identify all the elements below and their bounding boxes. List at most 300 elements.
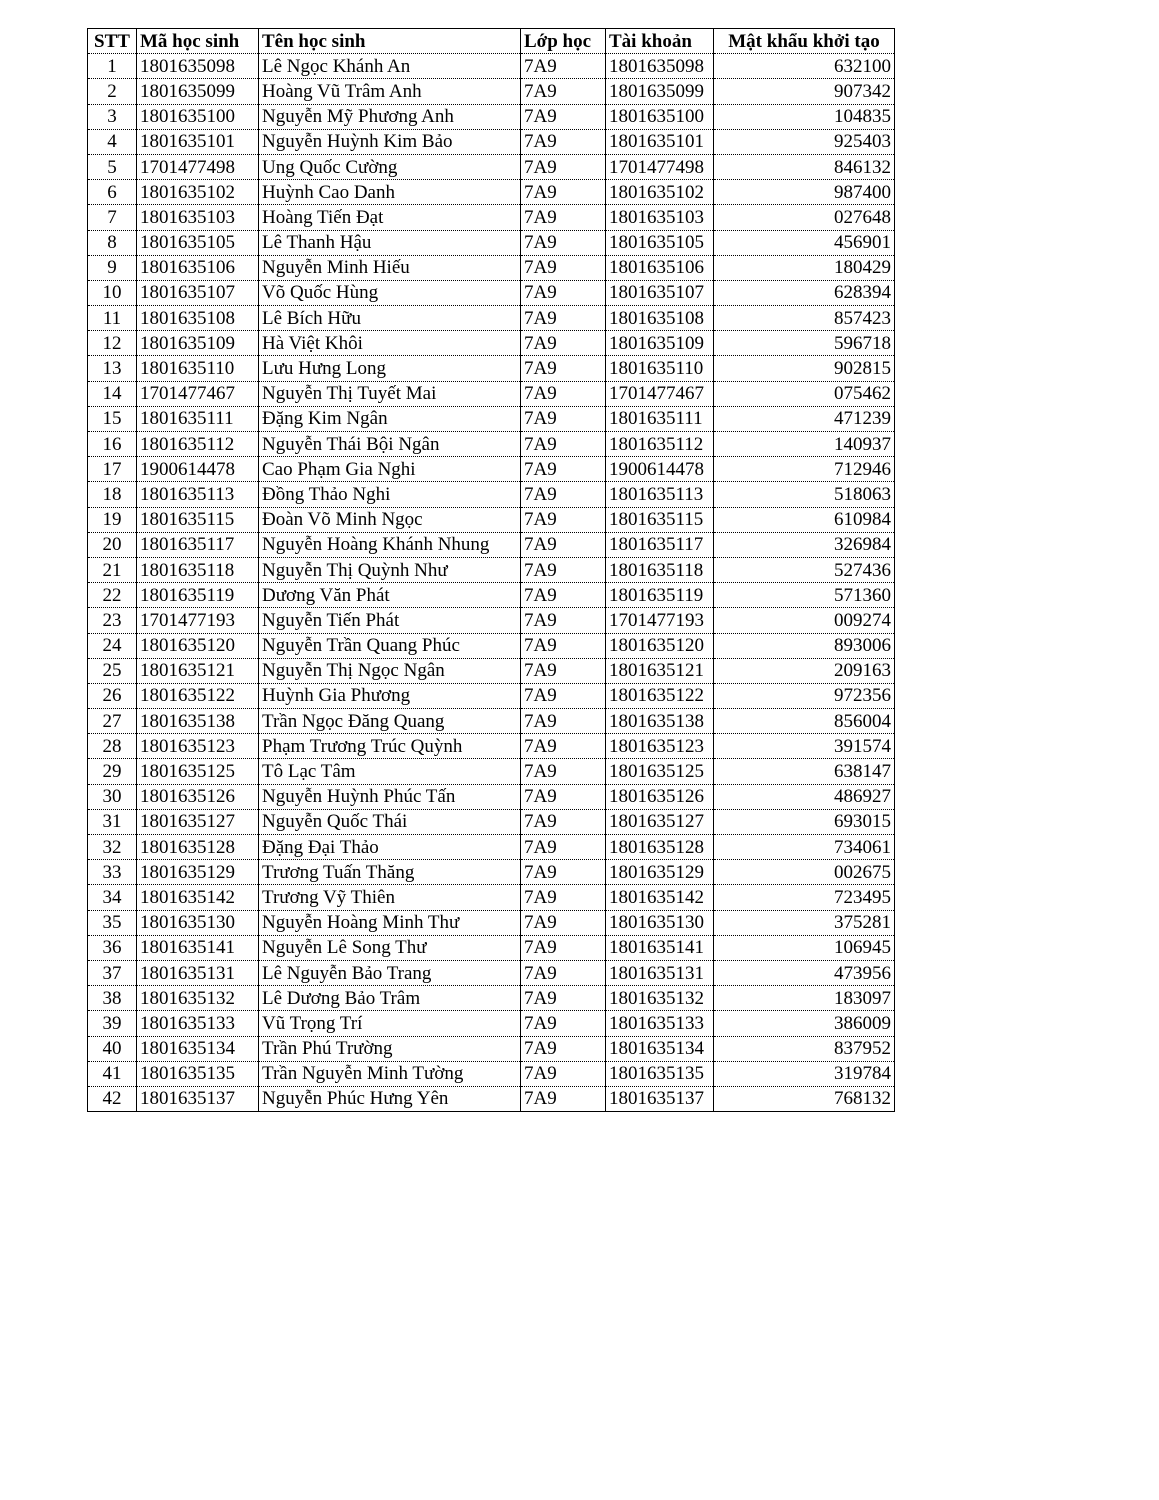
cell-account: 1801635120 (606, 633, 714, 658)
cell-stt: 8 (88, 230, 137, 255)
cell-account: 1801635133 (606, 1011, 714, 1036)
cell-stt: 36 (88, 935, 137, 960)
cell-account: 1801635132 (606, 986, 714, 1011)
cell-student-code: 1900614478 (137, 457, 259, 482)
cell-stt: 1 (88, 54, 137, 79)
cell-student-name: Cao Phạm Gia Nghi (259, 457, 521, 482)
cell-account: 1801635117 (606, 532, 714, 557)
cell-stt: 31 (88, 809, 137, 834)
table-row (88, 633, 895, 658)
cell-student-name: Đồng Thảo Nghi (259, 482, 521, 507)
cell-student-code: 1801635132 (137, 986, 259, 1011)
cell-account: 1801635134 (606, 1036, 714, 1061)
cell-initial-password: 596718 (714, 331, 895, 356)
table-row (88, 885, 895, 910)
table-row (88, 406, 895, 431)
cell-student-code: 1801635110 (137, 356, 259, 381)
cell-account: 1900614478 (606, 457, 714, 482)
cell-initial-password: 628394 (714, 280, 895, 305)
cell-student-name: Nguyễn Minh Hiếu (259, 255, 521, 280)
cell-class: 7A9 (521, 1036, 606, 1061)
cell-stt: 18 (88, 482, 137, 507)
cell-class: 7A9 (521, 557, 606, 582)
cell-student-code: 1801635120 (137, 633, 259, 658)
cell-initial-password: 856004 (714, 709, 895, 734)
cell-initial-password: 002675 (714, 860, 895, 885)
table-row (88, 1086, 895, 1111)
cell-account: 1801635142 (606, 885, 714, 910)
cell-student-code: 1801635108 (137, 306, 259, 331)
table-row (88, 154, 895, 179)
header-initial-password: Mật khẩu khởi tạo (714, 29, 895, 54)
cell-account: 1801635100 (606, 104, 714, 129)
cell-stt: 10 (88, 280, 137, 305)
cell-student-code: 1701477467 (137, 381, 259, 406)
cell-stt: 34 (88, 885, 137, 910)
cell-class: 7A9 (521, 532, 606, 557)
cell-class: 7A9 (521, 79, 606, 104)
cell-student-name: Nguyễn Huỳnh Phúc Tấn (259, 784, 521, 809)
table-row (88, 129, 895, 154)
cell-initial-password: 987400 (714, 180, 895, 205)
cell-stt: 35 (88, 910, 137, 935)
cell-student-name: Trần Phú Trường (259, 1036, 521, 1061)
cell-student-name: Lưu Hưng Long (259, 356, 521, 381)
cell-student-code: 1801635122 (137, 683, 259, 708)
cell-student-name: Nguyễn Lê Song Thư (259, 935, 521, 960)
cell-initial-password: 183097 (714, 986, 895, 1011)
table-row (88, 608, 895, 633)
table-row (88, 507, 895, 532)
cell-student-code: 1801635112 (137, 432, 259, 457)
cell-class: 7A9 (521, 960, 606, 985)
cell-student-code: 1801635106 (137, 255, 259, 280)
cell-account: 1801635105 (606, 230, 714, 255)
cell-initial-password: 571360 (714, 583, 895, 608)
cell-stt: 28 (88, 734, 137, 759)
cell-student-code: 1801635103 (137, 205, 259, 230)
cell-account: 1801635141 (606, 935, 714, 960)
cell-student-name: Hà Việt Khôi (259, 331, 521, 356)
cell-initial-password: 075462 (714, 381, 895, 406)
cell-stt: 20 (88, 532, 137, 557)
cell-student-name: Huỳnh Cao Danh (259, 180, 521, 205)
cell-account: 1801635108 (606, 306, 714, 331)
cell-class: 7A9 (521, 205, 606, 230)
cell-account: 1701477498 (606, 154, 714, 179)
cell-account: 1801635102 (606, 180, 714, 205)
cell-stt: 2 (88, 79, 137, 104)
cell-stt: 26 (88, 683, 137, 708)
cell-class: 7A9 (521, 809, 606, 834)
cell-student-code: 1701477498 (137, 154, 259, 179)
cell-student-name: Hoàng Tiến Đạt (259, 205, 521, 230)
table-body (88, 54, 895, 1112)
cell-student-name: Nguyễn Quốc Thái (259, 809, 521, 834)
cell-student-name: Đặng Đại Thảo (259, 835, 521, 860)
cell-account: 1701477193 (606, 608, 714, 633)
cell-initial-password: 972356 (714, 683, 895, 708)
cell-class: 7A9 (521, 1011, 606, 1036)
cell-initial-password: 471239 (714, 406, 895, 431)
cell-stt: 3 (88, 104, 137, 129)
table-row (88, 658, 895, 683)
cell-class: 7A9 (521, 381, 606, 406)
cell-initial-password: 734061 (714, 835, 895, 860)
cell-account: 1801635099 (606, 79, 714, 104)
cell-student-code: 1801635098 (137, 54, 259, 79)
table-row (88, 683, 895, 708)
table-row (88, 734, 895, 759)
cell-stt: 38 (88, 986, 137, 1011)
table-row (88, 457, 895, 482)
cell-initial-password: 473956 (714, 960, 895, 985)
cell-class: 7A9 (521, 129, 606, 154)
cell-stt: 33 (88, 860, 137, 885)
cell-class: 7A9 (521, 104, 606, 129)
cell-stt: 23 (88, 608, 137, 633)
cell-student-code: 1801635105 (137, 230, 259, 255)
cell-class: 7A9 (521, 432, 606, 457)
table-row (88, 784, 895, 809)
cell-class: 7A9 (521, 280, 606, 305)
cell-account: 1701477467 (606, 381, 714, 406)
table-row (88, 306, 895, 331)
cell-student-code: 1801635133 (137, 1011, 259, 1036)
table-row (88, 205, 895, 230)
cell-student-code: 1801635117 (137, 532, 259, 557)
cell-student-code: 1801635142 (137, 885, 259, 910)
table-row (88, 79, 895, 104)
cell-account: 1801635101 (606, 129, 714, 154)
cell-account: 1801635115 (606, 507, 714, 532)
cell-account: 1801635130 (606, 910, 714, 935)
table-row (88, 910, 895, 935)
table-row (88, 809, 895, 834)
cell-initial-password: 846132 (714, 154, 895, 179)
cell-class: 7A9 (521, 230, 606, 255)
table-row (88, 532, 895, 557)
cell-account: 1801635111 (606, 406, 714, 431)
cell-stt: 7 (88, 205, 137, 230)
cell-student-code: 1801635129 (137, 860, 259, 885)
cell-account: 1801635131 (606, 960, 714, 985)
cell-initial-password: 486927 (714, 784, 895, 809)
cell-initial-password: 925403 (714, 129, 895, 154)
cell-initial-password: 902815 (714, 356, 895, 381)
cell-class: 7A9 (521, 482, 606, 507)
table-row (88, 835, 895, 860)
table-row (88, 1061, 895, 1086)
cell-student-name: Nguyễn Tiến Phát (259, 608, 521, 633)
cell-initial-password: 009274 (714, 608, 895, 633)
cell-stt: 37 (88, 960, 137, 985)
cell-class: 7A9 (521, 255, 606, 280)
table-row (88, 255, 895, 280)
table-row (88, 482, 895, 507)
table-row (88, 935, 895, 960)
cell-student-name: Lê Thanh Hậu (259, 230, 521, 255)
cell-class: 7A9 (521, 683, 606, 708)
table-row (88, 280, 895, 305)
cell-initial-password: 632100 (714, 54, 895, 79)
cell-student-name: Vũ Trọng Trí (259, 1011, 521, 1036)
cell-class: 7A9 (521, 885, 606, 910)
cell-stt: 9 (88, 255, 137, 280)
header-class: Lớp học (521, 29, 606, 54)
cell-initial-password: 140937 (714, 432, 895, 457)
cell-initial-password: 723495 (714, 885, 895, 910)
cell-student-name: Nguyễn Hoàng Minh Thư (259, 910, 521, 935)
table-row (88, 230, 895, 255)
cell-class: 7A9 (521, 935, 606, 960)
table-row (88, 1036, 895, 1061)
cell-initial-password: 837952 (714, 1036, 895, 1061)
cell-class: 7A9 (521, 1086, 606, 1111)
cell-initial-password: 638147 (714, 759, 895, 784)
cell-account: 1801635103 (606, 205, 714, 230)
cell-student-name: Võ Quốc Hùng (259, 280, 521, 305)
table-row (88, 356, 895, 381)
cell-stt: 21 (88, 557, 137, 582)
cell-account: 1801635128 (606, 835, 714, 860)
cell-student-code: 1801635119 (137, 583, 259, 608)
cell-stt: 12 (88, 331, 137, 356)
cell-stt: 30 (88, 784, 137, 809)
cell-class: 7A9 (521, 734, 606, 759)
cell-stt: 22 (88, 583, 137, 608)
cell-account: 1801635137 (606, 1086, 714, 1111)
cell-class: 7A9 (521, 986, 606, 1011)
cell-student-code: 1801635115 (137, 507, 259, 532)
cell-class: 7A9 (521, 860, 606, 885)
cell-student-code: 1701477193 (137, 608, 259, 633)
cell-student-code: 1801635099 (137, 79, 259, 104)
header-student-code: Mã học sinh (137, 29, 259, 54)
cell-student-code: 1801635126 (137, 784, 259, 809)
cell-initial-password: 907342 (714, 79, 895, 104)
cell-stt: 6 (88, 180, 137, 205)
table-row (88, 759, 895, 784)
cell-initial-password: 209163 (714, 658, 895, 683)
cell-initial-password: 857423 (714, 306, 895, 331)
cell-account: 1801635109 (606, 331, 714, 356)
cell-stt: 40 (88, 1036, 137, 1061)
cell-account: 1801635112 (606, 432, 714, 457)
cell-class: 7A9 (521, 910, 606, 935)
cell-student-name: Lê Dương Bảo Trâm (259, 986, 521, 1011)
cell-initial-password: 768132 (714, 1086, 895, 1111)
cell-student-code: 1801635137 (137, 1086, 259, 1111)
cell-student-name: Ung Quốc Cường (259, 154, 521, 179)
cell-class: 7A9 (521, 507, 606, 532)
cell-stt: 19 (88, 507, 137, 532)
cell-initial-password: 319784 (714, 1061, 895, 1086)
cell-initial-password: 386009 (714, 1011, 895, 1036)
cell-account: 1801635107 (606, 280, 714, 305)
cell-student-name: Trương Tuấn Thăng (259, 860, 521, 885)
cell-student-name: Lê Bích Hữu (259, 306, 521, 331)
cell-student-code: 1801635118 (137, 557, 259, 582)
cell-student-code: 1801635138 (137, 709, 259, 734)
cell-initial-password: 456901 (714, 230, 895, 255)
cell-initial-password: 104835 (714, 104, 895, 129)
cell-stt: 25 (88, 658, 137, 683)
cell-stt: 41 (88, 1061, 137, 1086)
cell-account: 1801635122 (606, 683, 714, 708)
cell-student-name: Nguyễn Thái Bội Ngân (259, 432, 521, 457)
table-row (88, 960, 895, 985)
cell-account: 1801635129 (606, 860, 714, 885)
table-header-row (88, 29, 895, 54)
cell-class: 7A9 (521, 835, 606, 860)
cell-student-name: Nguyễn Phúc Hưng Yên (259, 1086, 521, 1111)
cell-student-code: 1801635135 (137, 1061, 259, 1086)
cell-stt: 15 (88, 406, 137, 431)
table-row (88, 583, 895, 608)
cell-student-code: 1801635131 (137, 960, 259, 985)
table-row (88, 331, 895, 356)
cell-student-name: Trần Ngọc Đăng Quang (259, 709, 521, 734)
cell-student-code: 1801635111 (137, 406, 259, 431)
cell-class: 7A9 (521, 54, 606, 79)
table-row (88, 180, 895, 205)
table-row (88, 557, 895, 582)
cell-stt: 39 (88, 1011, 137, 1036)
cell-account: 1801635127 (606, 809, 714, 834)
cell-class: 7A9 (521, 1061, 606, 1086)
cell-class: 7A9 (521, 406, 606, 431)
cell-stt: 29 (88, 759, 137, 784)
cell-stt: 42 (88, 1086, 137, 1111)
table-row (88, 986, 895, 1011)
cell-stt: 13 (88, 356, 137, 381)
cell-class: 7A9 (521, 457, 606, 482)
cell-student-name: Nguyễn Trần Quang Phúc (259, 633, 521, 658)
cell-initial-password: 375281 (714, 910, 895, 935)
cell-student-name: Hoàng Vũ Trâm Anh (259, 79, 521, 104)
cell-stt: 32 (88, 835, 137, 860)
cell-student-name: Tô Lạc Tâm (259, 759, 521, 784)
cell-account: 1801635125 (606, 759, 714, 784)
cell-initial-password: 518063 (714, 482, 895, 507)
table-row (88, 381, 895, 406)
cell-account: 1801635121 (606, 658, 714, 683)
cell-student-code: 1801635123 (137, 734, 259, 759)
cell-account: 1801635123 (606, 734, 714, 759)
cell-student-code: 1801635128 (137, 835, 259, 860)
cell-account: 1801635113 (606, 482, 714, 507)
cell-student-name: Phạm Trương Trúc Quỳnh (259, 734, 521, 759)
header-student-name: Tên học sinh (259, 29, 521, 54)
cell-stt: 4 (88, 129, 137, 154)
cell-account: 1801635110 (606, 356, 714, 381)
cell-account: 1801635138 (606, 709, 714, 734)
cell-student-name: Lê Nguyễn Bảo Trang (259, 960, 521, 985)
table-row (88, 860, 895, 885)
cell-student-name: Nguyễn Mỹ Phương Anh (259, 104, 521, 129)
cell-student-name: Nguyễn Thị Ngọc Ngân (259, 658, 521, 683)
cell-class: 7A9 (521, 356, 606, 381)
cell-stt: 16 (88, 432, 137, 457)
cell-student-code: 1801635130 (137, 910, 259, 935)
cell-initial-password: 180429 (714, 255, 895, 280)
cell-initial-password: 391574 (714, 734, 895, 759)
cell-class: 7A9 (521, 306, 606, 331)
cell-student-code: 1801635125 (137, 759, 259, 784)
cell-account: 1801635118 (606, 557, 714, 582)
cell-student-name: Đoàn Võ Minh Ngọc (259, 507, 521, 532)
cell-student-code: 1801635134 (137, 1036, 259, 1061)
cell-initial-password: 693015 (714, 809, 895, 834)
cell-class: 7A9 (521, 331, 606, 356)
cell-student-name: Dương Văn Phát (259, 583, 521, 608)
table-row (88, 709, 895, 734)
cell-student-name: Lê Ngọc Khánh An (259, 54, 521, 79)
cell-student-code: 1801635141 (137, 935, 259, 960)
cell-student-code: 1801635109 (137, 331, 259, 356)
cell-student-code: 1801635101 (137, 129, 259, 154)
cell-initial-password: 712946 (714, 457, 895, 482)
cell-initial-password: 893006 (714, 633, 895, 658)
cell-student-name: Nguyễn Huỳnh Kim Bảo (259, 129, 521, 154)
cell-initial-password: 527436 (714, 557, 895, 582)
header-stt: STT (88, 29, 137, 54)
cell-class: 7A9 (521, 633, 606, 658)
cell-student-code: 1801635107 (137, 280, 259, 305)
cell-stt: 5 (88, 154, 137, 179)
cell-class: 7A9 (521, 180, 606, 205)
cell-account: 1801635098 (606, 54, 714, 79)
table-row (88, 432, 895, 457)
cell-student-name: Nguyễn Thị Tuyết Mai (259, 381, 521, 406)
cell-class: 7A9 (521, 608, 606, 633)
cell-initial-password: 326984 (714, 532, 895, 557)
cell-initial-password: 106945 (714, 935, 895, 960)
table-row (88, 1011, 895, 1036)
table-row (88, 104, 895, 129)
cell-stt: 27 (88, 709, 137, 734)
cell-class: 7A9 (521, 154, 606, 179)
cell-student-name: Nguyễn Hoàng Khánh Nhung (259, 532, 521, 557)
cell-stt: 17 (88, 457, 137, 482)
cell-class: 7A9 (521, 583, 606, 608)
cell-class: 7A9 (521, 658, 606, 683)
cell-student-code: 1801635113 (137, 482, 259, 507)
cell-student-name: Trương Vỹ Thiên (259, 885, 521, 910)
header-account: Tài khoản (606, 29, 714, 54)
cell-student-name: Huỳnh Gia Phương (259, 683, 521, 708)
cell-class: 7A9 (521, 784, 606, 809)
cell-student-name: Trần Nguyễn Minh Tường (259, 1061, 521, 1086)
cell-account: 1801635119 (606, 583, 714, 608)
cell-stt: 11 (88, 306, 137, 331)
cell-student-code: 1801635127 (137, 809, 259, 834)
cell-student-name: Đặng Kim Ngân (259, 406, 521, 431)
cell-initial-password: 027648 (714, 205, 895, 230)
cell-student-code: 1801635102 (137, 180, 259, 205)
student-account-table (87, 28, 895, 1112)
cell-stt: 24 (88, 633, 137, 658)
cell-account: 1801635126 (606, 784, 714, 809)
cell-student-code: 1801635100 (137, 104, 259, 129)
cell-account: 1801635106 (606, 255, 714, 280)
cell-student-name: Nguyễn Thị Quỳnh Như (259, 557, 521, 582)
cell-class: 7A9 (521, 709, 606, 734)
cell-student-code: 1801635121 (137, 658, 259, 683)
cell-account: 1801635135 (606, 1061, 714, 1086)
cell-stt: 14 (88, 381, 137, 406)
